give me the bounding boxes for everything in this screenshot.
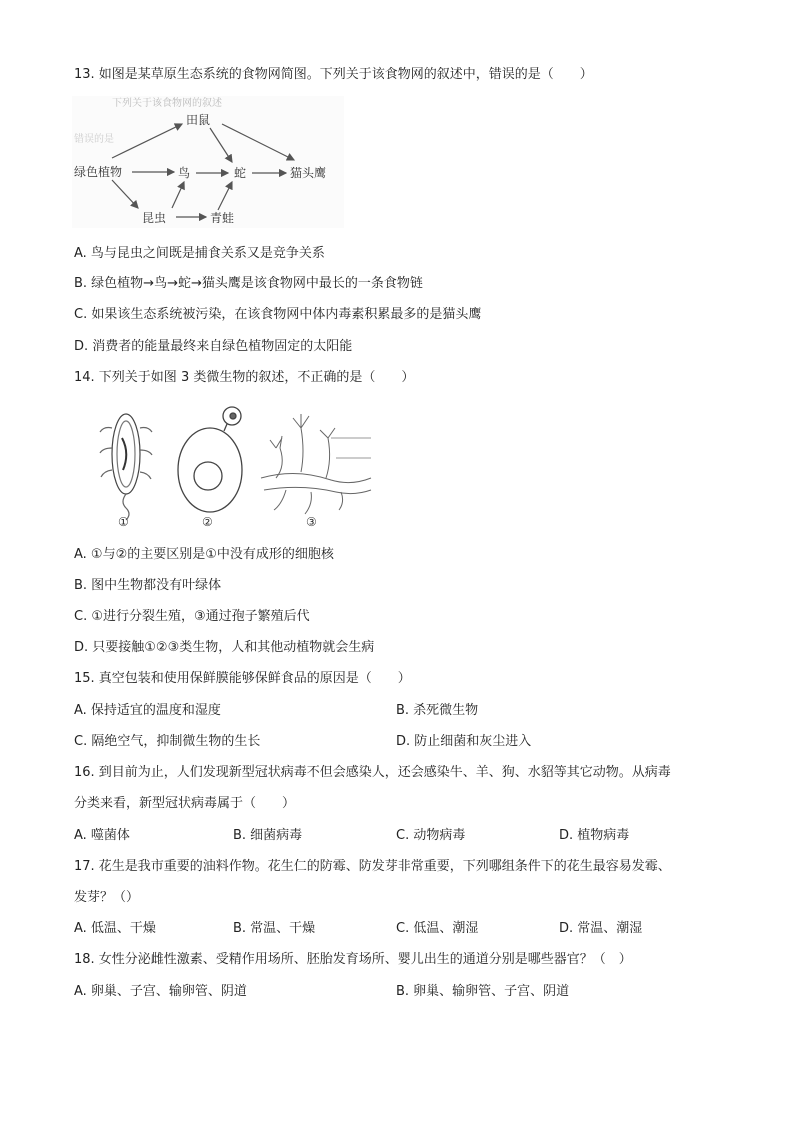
q17-option-c: C. 低温、潮湿 <box>396 921 479 936</box>
node-snake: 蛇 <box>234 166 247 180</box>
q17-option-d: D. 常温、潮湿 <box>559 921 643 936</box>
q15-stem: 15. 真空包装和使用保鲜膜能够保鲜食品的原因是（ ） <box>74 671 411 686</box>
q16-stem-line1: 16. 到目前为止，人们发现新型冠状病毒不但会感染人，还会感染牛、羊、狗、水貂等其它动物。从病毒 <box>74 765 671 780</box>
scan-header-text: 下列关于该食物网的叙述 <box>112 98 222 109</box>
node-mouse: 田鼠 <box>186 113 211 127</box>
q18-stem: 18. 女性分泌雌性激素、受精作用场所、胚胎发育场所、婴儿出生的通道分别是哪些器官？（ ） <box>74 952 632 967</box>
q16-stem-line2: 分类来看，新型冠状病毒属于（ ） <box>74 796 296 811</box>
q14-option-d: D. 只要接触①②③类生物，人和其他动植物就会生病 <box>74 640 375 655</box>
q18-option-a: A. 卵巢、子宫、输卵管、阴道 <box>74 984 247 999</box>
q13-option-d: D. 消费者的能量最终来自绿色植物固定的太阳能 <box>74 339 353 354</box>
q17-option-b: B. 常温、干燥 <box>233 921 316 936</box>
q15-option-c: C. 隔绝空气，抑制微生物的生长 <box>74 734 261 749</box>
node-owl: 猫头鹰 <box>290 166 327 180</box>
label-1: ① <box>118 515 129 529</box>
q13-option-a: A. 鸟与昆虫之间既是捕食关系又是竞争关系 <box>74 246 325 261</box>
node-plant: 绿色植物 <box>74 165 123 179</box>
q13-option-c: C. 如果该生态系统被污染，在该食物网中体内毒素积累最多的是猫头鹰 <box>74 307 482 322</box>
label-2: ② <box>202 515 213 529</box>
node-bird: 鸟 <box>178 166 191 180</box>
node-insect: 昆虫 <box>142 211 167 225</box>
q17-stem-line2: 发芽？（） <box>74 890 140 905</box>
q16-option-b: B. 细菌病毒 <box>233 828 303 843</box>
q16-option-a: A. 噬菌体 <box>74 828 130 843</box>
yeast-drawing <box>178 407 242 512</box>
q16-option-c: C. 动物病毒 <box>396 828 466 843</box>
food-web-diagram <box>72 96 344 228</box>
q14-option-c: C. ①进行分裂生殖，③通过孢子繁殖后代 <box>74 609 310 624</box>
node-frog: 青蛙 <box>210 211 235 225</box>
q15-option-b: B. 杀死微生物 <box>396 703 479 718</box>
bacterium-drawing <box>100 414 152 520</box>
q13-stem: 13. 如图是某草原生态系统的食物网简图。下列关于该食物网的叙述中，错误的是（ ） <box>74 67 593 82</box>
mold-drawing <box>261 414 371 514</box>
q14-stem: 14. 下列关于如图 3 类微生物的叙述，不正确的是（ ） <box>74 370 415 385</box>
q17-option-a: A. 低温、干燥 <box>74 921 156 936</box>
q16-option-d: D. 植物病毒 <box>559 828 630 843</box>
label-3: ③ <box>306 515 317 529</box>
q15-option-d: D. 防止细菌和灰尘进入 <box>396 734 532 749</box>
q17-stem-line1: 17. 花生是我市重要的油料作物。花生仁的防霉、防发芽非常重要，下列哪组条件下的花生最容易发霉、 <box>74 859 671 874</box>
q15-option-a: A. 保持适宜的温度和湿度 <box>74 703 221 718</box>
q18-option-b: B. 卵巢、输卵管、子宫、阴道 <box>396 984 570 999</box>
q13-option-b: B. 绿色植物→鸟→蛇→猫头鹰是该食物网中最长的一条食物链 <box>74 276 423 291</box>
microbe-figure <box>96 398 376 530</box>
q14-option-b: B. 图中生物都没有叶绿体 <box>74 578 222 593</box>
q14-option-a: A. ①与②的主要区别是①中没有成形的细胞核 <box>74 547 334 562</box>
scan-left-text: 错误的是 <box>74 134 114 145</box>
